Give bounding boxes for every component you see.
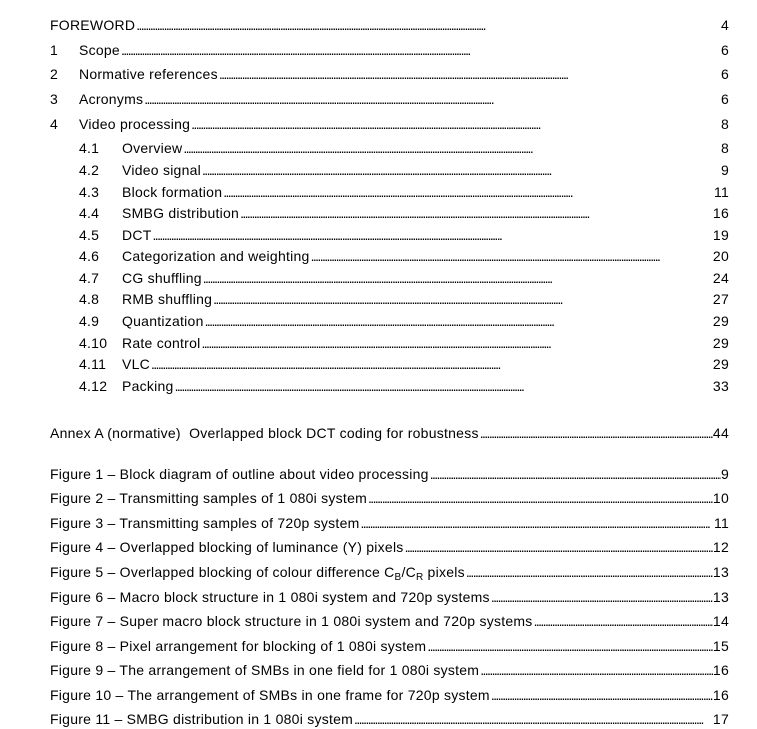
toc-entry-page: 9 [720, 162, 729, 178]
toc-subentry[interactable] [79, 183, 729, 202]
toc-entry-title: Figure 3 – Transmitting samples of 720p system [50, 515, 360, 531]
dot-leader [490, 686, 713, 705]
toc-entry-video-processing[interactable] [50, 115, 729, 134]
toc-entry-title: Video signal [122, 162, 202, 178]
toc-subentry[interactable] [79, 290, 729, 309]
toc-entry-number: 2 [50, 66, 59, 82]
dot-leader [465, 563, 713, 582]
toc-figure-entry[interactable] [50, 661, 729, 680]
toc-entry-title: Figure 9 – The arrangement of SMBs in one field for 1 080i system [50, 662, 480, 678]
toc-entry-title: Scope [79, 42, 120, 58]
toc-figure-entry[interactable] [50, 514, 729, 533]
toc-entry-page: 16 [712, 662, 729, 678]
dot-leader [174, 377, 713, 396]
toc-entry-title: CG shuffling [122, 270, 202, 286]
toc-entry-number: 1 [50, 42, 59, 58]
toc-entry-title: Figure 6 – Macro block structure in 1 080i system and 720p systems [50, 589, 490, 605]
dot-leader [120, 41, 721, 60]
toc-entry-page: 13 [712, 589, 729, 605]
toc-entry-page: 29 [712, 313, 729, 329]
toc-entry-page: 4 [720, 17, 729, 33]
toc-entry-number: 4.11 [79, 356, 107, 372]
toc-subentry[interactable] [79, 204, 729, 223]
dot-leader [533, 612, 713, 631]
dot-leader [367, 489, 713, 508]
toc-entry-page: 11 [713, 184, 729, 200]
toc-entry-title: Categorization and weighting [122, 248, 310, 264]
toc-entry-number: 4.8 [79, 291, 100, 307]
toc-entry-scope[interactable] [50, 41, 729, 60]
toc-figure-entry[interactable] [50, 489, 729, 508]
toc-subentry[interactable] [79, 247, 729, 266]
toc-entry-page: 9 [720, 466, 729, 482]
dot-leader [353, 710, 713, 729]
toc-entry-title: VLC [122, 356, 150, 372]
toc-entry-number: 4 [50, 116, 59, 132]
toc-entry-page: 29 [712, 335, 729, 351]
dot-leader [310, 247, 713, 266]
toc-entry-title: Figure 7 – Super macro block structure in 1 080i system and 720p systems [50, 613, 533, 629]
dot-leader [490, 588, 713, 607]
toc-figure-entry[interactable] [50, 710, 729, 729]
toc-entry-title: Block formation [122, 184, 223, 200]
toc-subentry[interactable] [79, 269, 729, 288]
dot-leader [239, 204, 713, 223]
toc-entry-page: 16 [712, 205, 729, 221]
dot-leader [429, 465, 721, 484]
dot-leader [218, 65, 721, 84]
toc-entry-title: Normative references [79, 66, 218, 82]
dot-leader [202, 269, 713, 288]
toc-entry-page: 16 [712, 687, 729, 703]
toc-entry-title: Figure 11 – SMBG distribution in 1 080i system [50, 711, 354, 727]
toc-entry-title: SMBG distribution [122, 205, 240, 221]
dot-leader [204, 312, 713, 331]
toc-figure-entry[interactable] [50, 465, 729, 484]
dot-leader [212, 290, 713, 309]
dot-leader [479, 424, 713, 443]
toc-subentry[interactable] [79, 377, 729, 396]
dot-leader [182, 139, 721, 158]
dot-leader [143, 90, 721, 109]
toc-entry-page: 8 [720, 116, 729, 132]
toc-figure-entry[interactable] [50, 538, 729, 557]
toc-entry-number: 4.2 [79, 162, 100, 178]
toc-entry-title: Figure 1 – Block diagram of outline about video processing [50, 466, 429, 482]
toc-entry-annex-a[interactable] [50, 424, 729, 443]
toc-entry-page: 15 [712, 638, 729, 654]
toc-entry-number: 4.12 [79, 378, 108, 394]
toc-figure-entry[interactable] [50, 612, 729, 631]
toc-entry-page: 20 [712, 248, 729, 264]
toc-entry-page: 6 [720, 91, 729, 107]
toc-entry-title: Quantization [122, 313, 204, 329]
dot-leader [135, 16, 721, 35]
toc-entry-page: 6 [720, 66, 729, 82]
toc-entry-page: 6 [720, 42, 729, 58]
toc-entry-normative-references[interactable] [50, 65, 729, 84]
dot-leader [152, 226, 713, 245]
title-prefix: Figure 5 – Overlapped blocking of colour difference C [50, 564, 395, 580]
toc-subentry[interactable] [79, 226, 729, 245]
dot-leader [200, 334, 712, 353]
subscript-r: R [415, 572, 424, 582]
toc-entry-number: 4.9 [79, 313, 100, 329]
toc-entry-page: 17 [712, 711, 729, 727]
toc-entry-title: Figure 4 – Overlapped blocking of luminance (Y) pixels [50, 539, 404, 555]
toc-entry-title: Figure 8 – Pixel arrangement for blocking of 1 080i system [50, 638, 427, 654]
toc-figure-entry[interactable] [50, 686, 729, 705]
toc-entry-number: 4.4 [79, 205, 100, 221]
toc-entry-number: 4.1 [79, 140, 100, 156]
subscript-b: B [394, 572, 402, 582]
toc-figure-entry[interactable] [50, 588, 729, 607]
toc-entry-page: 12 [712, 539, 729, 555]
toc-entry-page: 19 [712, 227, 729, 243]
toc-entry-number: 4.3 [79, 184, 100, 200]
toc-entry-acronyms[interactable] [50, 90, 729, 109]
toc-entry-number: 4.6 [79, 248, 100, 264]
toc-entry-title: Video processing [79, 116, 191, 132]
title-mid: /C [401, 564, 416, 580]
toc-entry-page: 11 [713, 515, 729, 531]
toc-entry-title: Acronyms [79, 91, 144, 107]
toc-entry-number: 4.7 [79, 270, 100, 286]
toc-subentry[interactable] [79, 355, 729, 374]
toc-entry-title: RMB shuffling [122, 291, 213, 307]
dot-leader [190, 115, 721, 134]
title-suffix: pixels [423, 564, 465, 580]
toc-entry-title: Figure 10 – The arrangement of SMBs in one frame for 720p system [50, 687, 490, 703]
toc-entry-title: Overview [122, 140, 183, 156]
toc-entry-title: Packing [122, 378, 174, 394]
toc-entry-page: 10 [712, 490, 729, 506]
toc-entry-title: Annex A (normative) Overlapped block DCT coding for robustness [50, 425, 479, 441]
toc-entry-page: 14 [712, 613, 729, 629]
toc-entry-page: 24 [712, 270, 729, 286]
toc-entry-title: Rate control [122, 335, 201, 351]
toc-entry-foreword[interactable] [50, 16, 729, 35]
toc-entry-number: 4.10 [79, 335, 108, 351]
toc-entry-page: 27 [712, 291, 729, 307]
toc-entry-title: FOREWORD [50, 17, 136, 33]
dot-leader [201, 161, 721, 180]
toc-subentry[interactable] [79, 334, 729, 353]
toc-entry-title: Figure 2 – Transmitting samples of 1 080i system [50, 490, 368, 506]
toc-entry-page: 13 [712, 564, 729, 580]
dot-leader [360, 514, 714, 533]
toc-subentry[interactable] [79, 312, 729, 331]
toc-subentry[interactable] [79, 139, 729, 158]
dot-leader [479, 661, 713, 680]
toc-subentry[interactable] [79, 161, 729, 180]
toc-entry-title [50, 563, 465, 582]
toc-figure-entry[interactable] [50, 563, 729, 582]
dot-leader [222, 183, 714, 202]
toc-entry-number: 3 [50, 91, 59, 107]
toc-entry-number: 4.5 [79, 227, 100, 243]
dot-leader [150, 355, 713, 374]
toc-entry-page: 33 [712, 378, 729, 394]
toc-entry-page: 44 [712, 425, 729, 441]
toc-entry-page: 8 [720, 140, 729, 156]
dot-leader [404, 538, 713, 557]
toc-entry-page: 29 [712, 356, 729, 372]
dot-leader [426, 637, 713, 656]
toc-figure-entry[interactable] [50, 637, 729, 656]
toc-entry-title: DCT [122, 227, 152, 243]
